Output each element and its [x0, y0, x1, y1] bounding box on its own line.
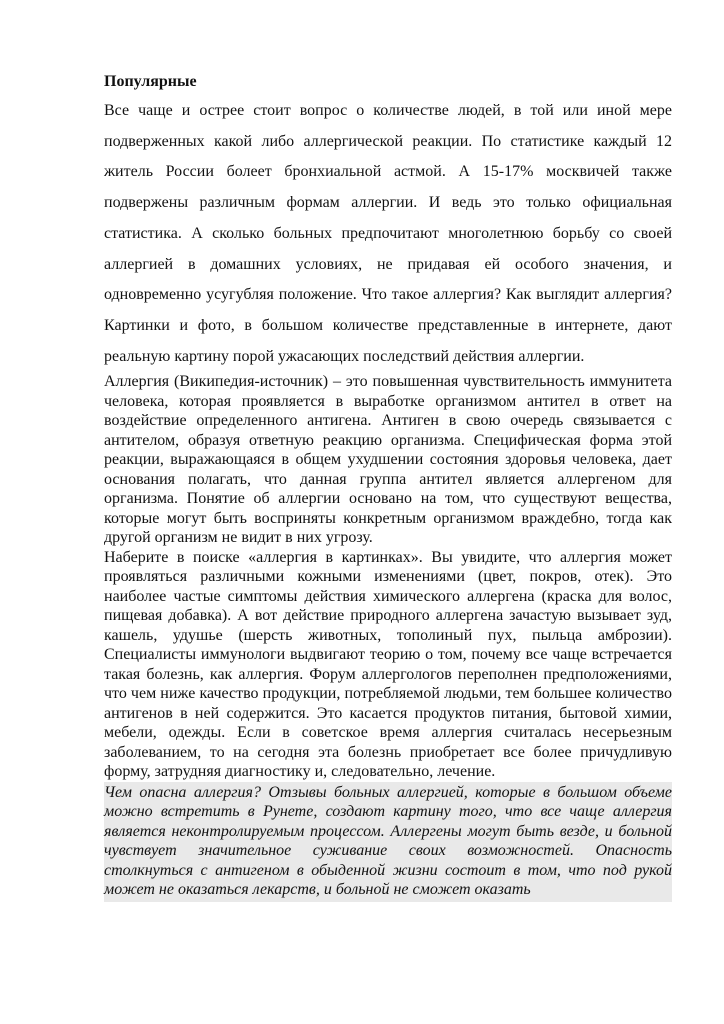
- paragraph-symptoms: Наберите в поиске «аллергия в картинках». Вы увидите, что аллергия может проявляться различными кожными изменениями (цвет, покров, отек). Это наиболее частые симптомы действия химического аллергена (краска для волос, пищевая добавка). А вот действие природного аллергена зачастую вызывает зуд, кашель, удушье (шерсть животных, тополиный пух, пыльца амброзии). Специалисты иммунологи выдвигают теорию о том, почему все чаще встречается такая болезнь, как аллергия. Форум аллергологов переполнен предположениями, что чем ниже качество продукции, потребляемой людьми, тем большее количество антигенов в ней содержится. Это касается продуктов питания, бытовой химии, мебели, одежды. Если в советское время аллергия считалась несерьезным заболеванием, то на сегодня эта болезнь приобретает все более причудливую форму, затрудняя диагностику и, следовательно, лечение.: [104, 548, 672, 781]
- section-heading: Популярные: [104, 73, 197, 90]
- document-page: [104, 70, 672, 902]
- paragraph-intro: Все чаще и острее стоит вопрос о количестве людей, в той или иной мере подверженных какой либо аллергической реакции. По статистике каждый 12 житель России болеет бронхиальной астмой. А 15-17% москвичей также подвержены различным формам аллергии. И ведь это только официальная статистика. А сколько больных предпочитают многолетнюю борьбу со своей аллергией в домашних условиях, не придавая ей особого значения, и одновременно усугубляя положение. Что такое аллергия? Как выглядит аллергия? Картинки и фото, в большом количестве представленные в интернете, дают реальную картину порой ужасающих последствий действия аллергии.: [104, 102, 672, 365]
- paragraph-danger-highlighted: Чем опасна аллергия? Отзывы больных аллергией, которые в большом объеме можно встретить в Рунете, создают картину того, что все чаще аллергия является неконтролируемым процессом. Аллергены могут быть везде, и больной чувствует значительное суживание своих возможностей. Опасность столкнуться с антигеном в обыденной жизни состоит в том, что под рукой может не оказаться лекарств, и больной не сможет оказать: [104, 782, 672, 902]
- paragraph-definition: Аллергия (Википедия-источник) – это повышенная чувствительность иммунитета человека, которая проявляется в выработке организмом антител в ответ на воздействие определенного антигена. Антиген в свою очередь связывается с антителом, образуя ответную реакцию организма. Специфическая форма этой реакции, выражающаяся в общем ухудшении состояния здоровья человека, дает основания полагать, что данная группа антител является аллергеном для организма. Понятие об аллергии основано на том, что существуют вещества, которые могут быть восприняты конкретным организмом враждебно, тогда как другой организм не видит в них угрозу.: [104, 373, 672, 547]
